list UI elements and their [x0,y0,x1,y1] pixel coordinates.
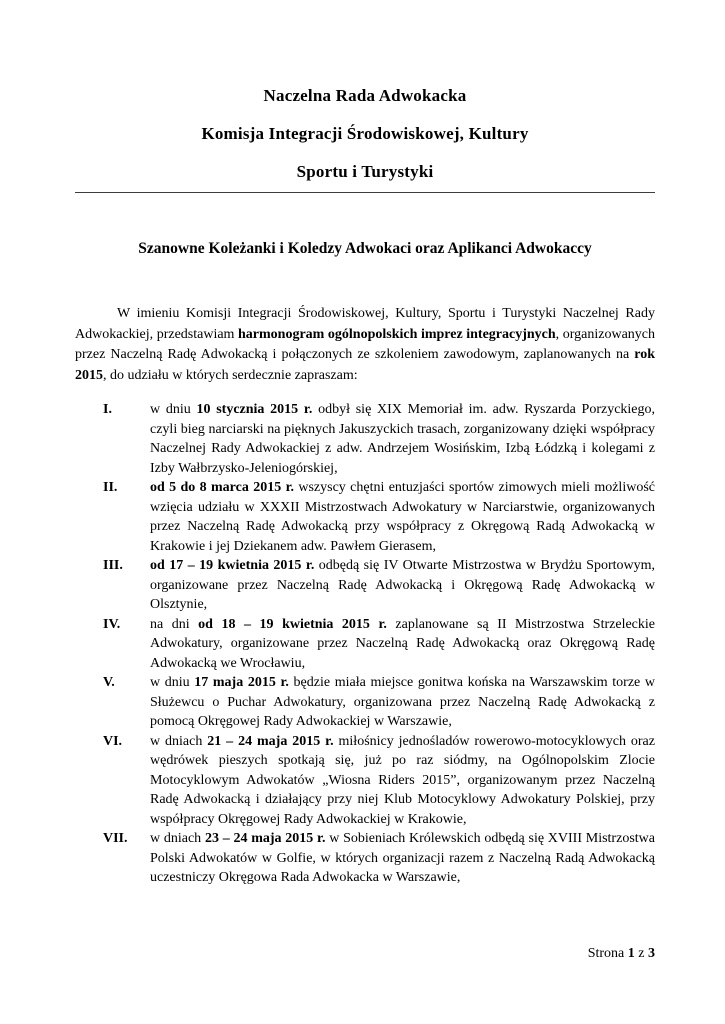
list-item-numeral: III. [103,558,123,573]
list-item-numeral: II. [103,480,118,495]
list-item-text: od 5 do 8 marca 2015 r. wszyscy chętni entuzjaści sportów zimowych mieli możliwość wzięcia udziału w XXXII Mistrzostwach Adwokatury w Narciarstwie, organizowanych przez Naczelną Radę Adwokacką przy współpracy z Okręgową Radą Adwokacką w Krakowie i jej Dziekanem adw. Pawłem Gierasem, [150,480,655,554]
page-footer [588,945,655,963]
list-item-numeral: I. [103,402,112,417]
list-item [75,556,655,615]
list-item-text: od 17 – 19 kwietnia 2015 r. odbędą się IV Otwarte Mistrzostwa w Brydżu Sportowym, organizowane przez Naczelną Radę Adwokacką i Okręgową Radę Adwokacką w Olsztynie, [150,558,655,612]
list-item-text: w dniu 17 maja 2015 r. będzie miała miejsce gonitwa końska na Warszawskim torze w Służewcu o Puchar Adwokatury, organizowana przez Naczelną Radę Adwokacką z pomocą Okręgowej Rady Adwokackiej w Warszawie, [150,675,655,729]
list-item-numeral: V. [103,675,115,690]
list-item [75,673,655,732]
commission-title-line-2: Sportu i Turystyki [296,162,434,181]
org-name-title: Naczelna Rada Adwokacka [263,86,467,105]
list-item-numeral: VI. [103,733,123,749]
list-item-text: w dniach 21 – 24 maja 2015 r. miłośnicy jednośladów rowerowo-motocyklowych oraz wędrówek pieszych spotkają się, już po raz siódmy, na Ogólnopolskim Zlocie Motocyklowym Adwokatów „Wiosna Riders 2015”, organizowanym przez Naczelną Radę Adwokacką i działający przy niej Klub Motocyklowy Adwokatury Polskiej, przy współpracy Okręgowej Rady Adwokackiej w Krakowie, [150,733,655,827]
list-item [75,400,655,478]
list-item [75,478,655,556]
list-item [75,732,655,830]
list-item-numeral: IV. [103,616,121,632]
list-item [75,615,655,674]
salutation-heading: Szanowne Koleżanki i Koledzy Adwokaci oraz Aplikanci Adwokaccy [138,240,592,257]
events-list [75,400,655,888]
commission-title-line-1: Komisja Integracji Środowiskowej, Kultury [201,124,529,143]
document-header [75,77,655,191]
header-divider [75,192,655,193]
list-item [75,829,655,888]
page-number-text: Strona 1 z 3 [587,946,655,961]
list-item-text: w dniu 10 stycznia 2015 r. odbył się XIX Memoriał im. adw. Ryszarda Porzyckiego, czyli bieg narciarski na pięknych Jakuszyckich trasach, zorganizowany dzięki współpracy Naczelnej Rady Adwokackiej z adw. Andrzejem Wosińskim, Izbą Łódzką i kolegami z Izby Wałbrzysko-Jeleniogórskiej, [150,402,656,476]
intro-paragraph: W imieniu Komisji Integracji Środowiskowej, Kultury, Sportu i Turystyki Naczelnej Rady Adwokackiej, przedstawiam harmonogram ogólnopolskich imprez integracyjnych, organizowanych przez Naczelną Radę Adwokacką i połączonych ze szkoleniem zawodowym, zaplanowanych na rok 2015, do udziału w których serdecznie zapraszam: [75,306,655,383]
list-item-numeral: VII. [103,831,128,846]
list-item-text: w dniach 23 – 24 maja 2015 r. w Sobieniach Królewskich odbędą się XVIII Mistrzostwa Polski Adwokatów w Golfie, w których organizacji razem z Naczelną Radą Adwokacką uczestniczy Okręgowa Rada Adwokacka w Warszawie, [150,831,655,885]
list-item-text: na dni od 18 – 19 kwietnia 2015 r. zaplanowane są II Mistrzostwa Strzeleckie Adwokatury, organizowane przez Naczelną Radę Adwokacką oraz Okręgową Radę Adwokacką we Wrocławiu, [150,616,655,671]
